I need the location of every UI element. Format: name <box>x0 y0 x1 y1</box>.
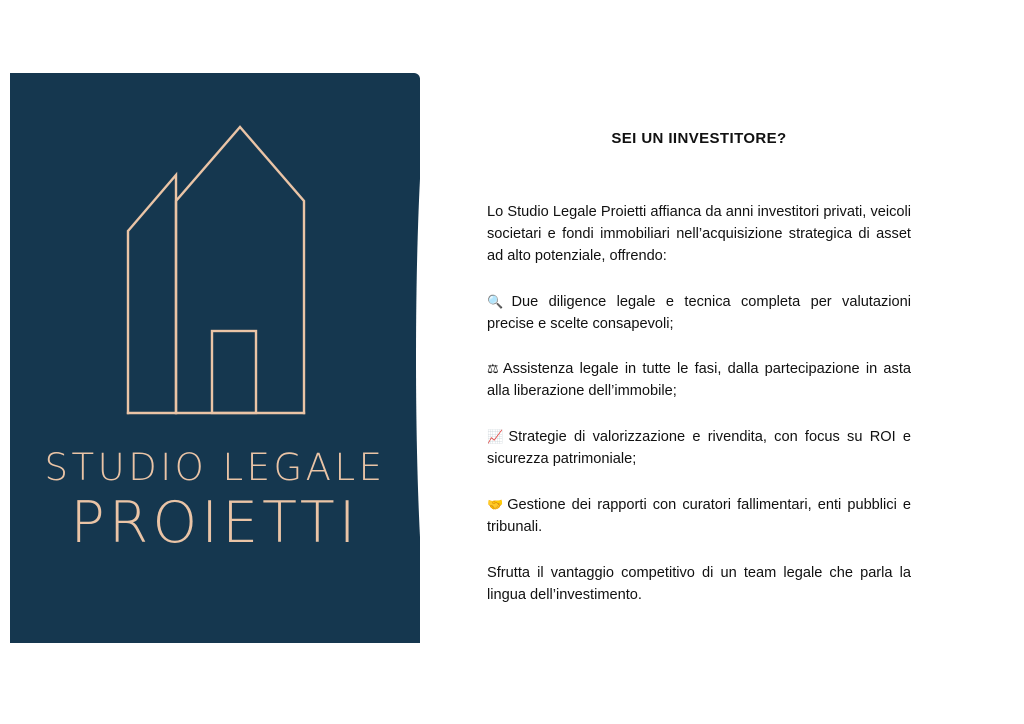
list-item-text: Strategie di valorizzazione e rivendita, con focus su ROI e sicurezza patrimoniale; <box>487 429 911 468</box>
list-item <box>487 359 911 403</box>
closing-paragraph: Sfrutta il vantaggio competitivo di un team legale che parla la lingua dell’investimento. <box>487 564 911 603</box>
logo-line-2: PROIETTI <box>70 489 360 556</box>
chart-increasing-icon: 📈 <box>487 430 507 446</box>
handshake-icon: 🤝 <box>487 498 506 514</box>
list-item-text: Assistenza legale in tutte le fasi, dalla partecipazione in asta alla liberazione dell’immobile; <box>487 361 912 400</box>
page-title: SEI UN IINVESTITORE? <box>611 130 787 147</box>
logo-wordmark <box>44 446 386 556</box>
logo-line-1: STUDIO LEGALE <box>44 446 386 489</box>
content-column <box>487 130 911 607</box>
magnifier-icon: 🔍 <box>487 294 510 310</box>
list-item <box>487 495 911 539</box>
logo-panel <box>10 73 420 643</box>
intro-paragraph: Lo Studio Legale Proietti affianca da anni investitori privati, veicoli societari e fondi immobiliari nell’acquisizione strategica di asset ad alto potenziale, offrendo: <box>487 204 911 264</box>
list-item <box>487 292 911 336</box>
list-item-text: Due diligence legale e tecnica completa per valutazioni precise e scelte consapevoli; <box>487 293 911 332</box>
list-item <box>487 427 911 471</box>
scales-of-justice-icon: ⚖ <box>487 362 501 378</box>
house-outline-mark <box>90 113 340 443</box>
list-item-text: Gestione dei rapporti con curatori fallimentari, enti pubblici e tribunali. <box>487 497 912 535</box>
